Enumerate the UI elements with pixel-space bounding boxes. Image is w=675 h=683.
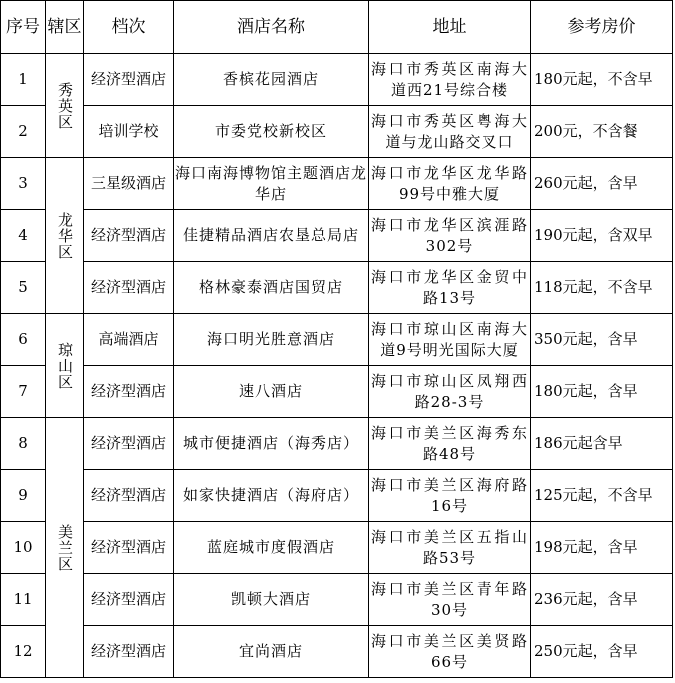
- table-row: [1, 54, 673, 106]
- row-grade: 经济型酒店: [84, 470, 174, 522]
- table-row: [1, 522, 673, 574]
- row-hotel: 速八酒店: [174, 366, 369, 418]
- table-row: [1, 626, 673, 678]
- row-hotel: 海口南海博物馆主题酒店龙华店: [174, 158, 369, 210]
- row-address: 海口市美兰区美贤路66号: [369, 626, 531, 678]
- row-hotel: 海口明光胜意酒店: [174, 314, 369, 366]
- row-grade: 经济型酒店: [84, 366, 174, 418]
- table-row: [1, 106, 673, 158]
- row-hotel: 城市便捷酒店（海秀店）: [174, 418, 369, 470]
- table-row: [1, 418, 673, 470]
- row-price: 350元起，含早: [531, 314, 673, 366]
- row-price: 180元起，不含早: [531, 54, 673, 106]
- row-hotel: 佳捷精品酒店农垦总局店: [174, 210, 369, 262]
- row-grade: 经济型酒店: [84, 522, 174, 574]
- row-index: 2: [1, 106, 46, 158]
- row-address: 海口市秀英区粤海大道与龙山路交叉口: [369, 106, 531, 158]
- table-row: [1, 314, 673, 366]
- row-index: 6: [1, 314, 46, 366]
- row-address: 海口市龙华区金贸中路13号: [369, 262, 531, 314]
- row-grade: 高端酒店: [84, 314, 174, 366]
- row-grade: 经济型酒店: [84, 626, 174, 678]
- row-price: 118元起，不含早: [531, 262, 673, 314]
- table-row: [1, 470, 673, 522]
- row-address: 海口市琼山区凤翔西路28-3号: [369, 366, 531, 418]
- table-row: [1, 262, 673, 314]
- row-index: 5: [1, 262, 46, 314]
- row-index: 10: [1, 522, 46, 574]
- row-address: 海口市秀英区南海大道西21号综合楼: [369, 54, 531, 106]
- row-hotel: 格林豪泰酒店国贸店: [174, 262, 369, 314]
- row-address: 海口市美兰区海秀东路48号: [369, 418, 531, 470]
- row-index: 3: [1, 158, 46, 210]
- row-hotel: 宜尚酒店: [174, 626, 369, 678]
- row-address: 海口市龙华区滨涯路302号: [369, 210, 531, 262]
- row-address: 海口市美兰区青年路30号: [369, 574, 531, 626]
- table-row: [1, 574, 673, 626]
- row-price: 180元起，含早: [531, 366, 673, 418]
- row-price: 236元起，含早: [531, 574, 673, 626]
- row-price: 250元起，含早: [531, 626, 673, 678]
- row-index: 11: [1, 574, 46, 626]
- row-index: 1: [1, 54, 46, 106]
- row-price: 125元起，不含早: [531, 470, 673, 522]
- row-hotel: 如家快捷酒店（海府店）: [174, 470, 369, 522]
- row-grade: 经济型酒店: [84, 262, 174, 314]
- table-row: [1, 158, 673, 210]
- header-address: 地址: [369, 1, 531, 54]
- row-grade: 经济型酒店: [84, 574, 174, 626]
- row-index: 8: [1, 418, 46, 470]
- row-index: 9: [1, 470, 46, 522]
- district-qiongshan: 琼山区: [46, 314, 84, 418]
- row-price: 186元起含早: [531, 418, 673, 470]
- row-hotel: 蓝庭城市度假酒店: [174, 522, 369, 574]
- row-index: 12: [1, 626, 46, 678]
- table-row: [1, 366, 673, 418]
- row-grade: 三星级酒店: [84, 158, 174, 210]
- row-hotel: 香槟花园酒店: [174, 54, 369, 106]
- row-price: 190元起，含双早: [531, 210, 673, 262]
- row-address: 海口市美兰区海府路16号: [369, 470, 531, 522]
- row-price: 200元，不含餐: [531, 106, 673, 158]
- row-price: 198元起，含早: [531, 522, 673, 574]
- header-index: 序号: [1, 1, 46, 54]
- district-longhua: 龙华区: [46, 158, 84, 314]
- row-index: 7: [1, 366, 46, 418]
- row-grade: 经济型酒店: [84, 210, 174, 262]
- header-row: [1, 1, 673, 54]
- row-address: 海口市琼山区南海大道9号明光国际大厦: [369, 314, 531, 366]
- row-price: 260元起，含早: [531, 158, 673, 210]
- header-hotel: 酒店名称: [174, 1, 369, 54]
- header-district: 辖区: [46, 1, 84, 54]
- district-meilan: 美兰区: [46, 418, 84, 678]
- table-row: [1, 210, 673, 262]
- header-price: 参考房价: [531, 1, 673, 54]
- row-grade: 经济型酒店: [84, 54, 174, 106]
- row-index: 4: [1, 210, 46, 262]
- row-address: 海口市美兰区五指山路53号: [369, 522, 531, 574]
- row-address: 海口市龙华区龙华路99号中雅大厦: [369, 158, 531, 210]
- header-grade: 档次: [84, 1, 174, 54]
- row-grade: 培训学校: [84, 106, 174, 158]
- row-grade: 经济型酒店: [84, 418, 174, 470]
- district-xiuying: 秀英区: [46, 54, 84, 158]
- row-hotel: 市委党校新校区: [174, 106, 369, 158]
- row-hotel: 凯顿大酒店: [174, 574, 369, 626]
